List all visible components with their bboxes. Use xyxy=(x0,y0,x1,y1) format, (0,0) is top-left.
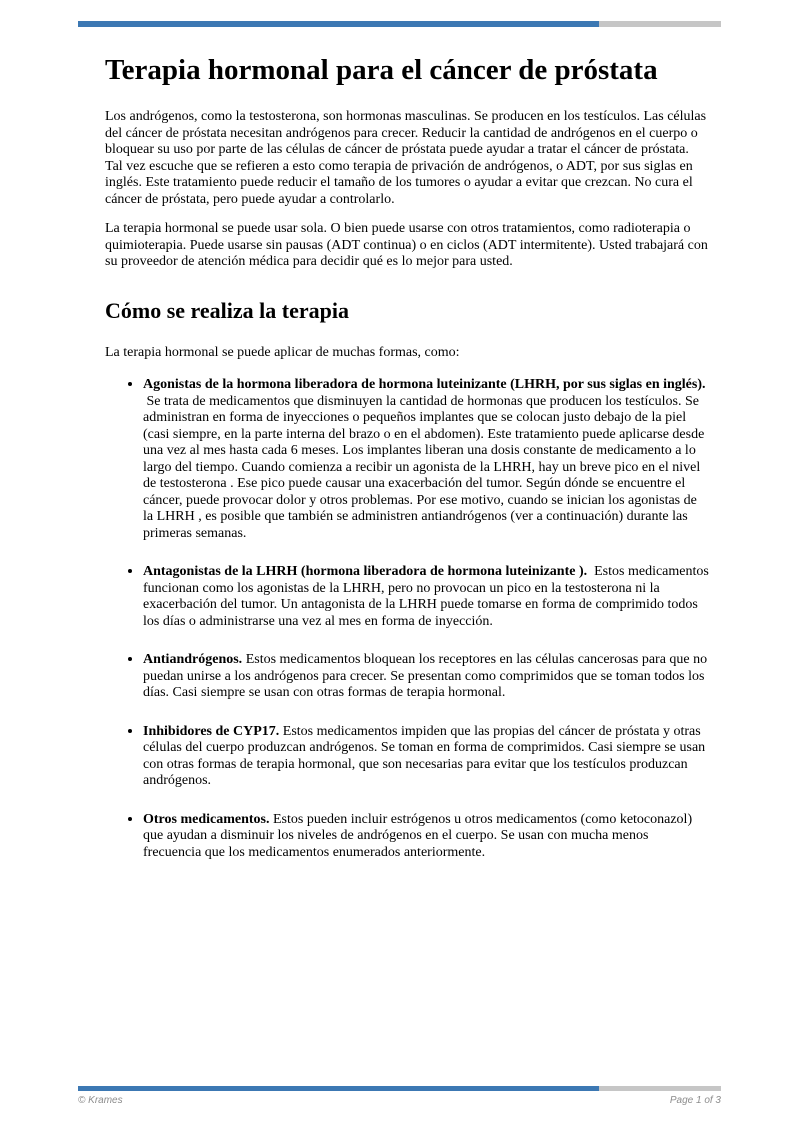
bullet-lead: Antagonistas de la LHRH (hormona liberadora de hormona luteinizante ). xyxy=(143,564,588,579)
footer-row xyxy=(78,1095,721,1106)
list-item-antiandrogens xyxy=(143,651,709,702)
bullet-text: Estos medicamentos funcionan como los agonistas de la LHRH, pero no provocan un pico en la testosterona ni la exacerbación del tumor. Un antagonista de la LHRH puede tomarse en forma de comprimido todos los días o administrarse una vez al mes en forma de inyección. xyxy=(143,564,709,629)
footer-accent-bar-blue xyxy=(78,1086,599,1091)
document-body xyxy=(105,52,709,882)
intro-paragraph-1: Los andrógenos, como la testosterona, son hormonas masculinas. Se producen en los testículos. Las células del cáncer de próstata necesitan andrógenos para crecer. Reducir la cantidad de andrógenos en el cuerpo o bloquear su uso por parte de las células de cáncer de próstata puede ayudar a tratar el cáncer de próstata. Tal vez escuche que se refieren a esto como terapia de privación de andrógenos, o ADT, por sus siglas en inglés. Este tratamiento puede reducir el tamaño de los tumores o ayudar a evitar que crezcan. No cura el cáncer de próstata, pero puede ayudar a controlarlo. xyxy=(105,109,707,207)
bullet-text: Estos pueden incluir estrógenos u otros medicamentos (como ketoconazol) que ayudan a disminuir los niveles de andrógenos en el cuerpo. Se usan con mucha menos frecuencia que los medicamentos enumerados anteriormente. xyxy=(143,811,693,860)
treatment-list xyxy=(105,376,709,861)
copyright-text: © Krames xyxy=(78,1095,123,1106)
footer-accent-bar-gray xyxy=(599,1086,721,1091)
list-intro: La terapia hormonal se puede aplicar de muchas formas, como: xyxy=(105,344,460,360)
list-item-other-medications xyxy=(143,811,709,862)
list-item-lhrh-agonists xyxy=(143,376,709,542)
list-item-cyp17-inhibitors xyxy=(143,723,709,790)
section-heading: Cómo se realiza la terapia xyxy=(105,297,349,323)
bullet-text: Estos medicamentos bloquean los receptores en las células cancerosas para que no puedan unirse a los andrógenos para crecer. Se presentan como comprimidos que se toman todos los días. Casi siempre se usan con otras formas de terapia hormonal. xyxy=(143,652,708,700)
footer-accent-bar xyxy=(78,1086,721,1091)
header-accent-bar xyxy=(78,21,721,27)
header-accent-bar-gray xyxy=(599,21,721,27)
bullet-text: Se trata de medicamentos que disminuyen la cantidad de hormonas que producen los testículos. Se administran en forma de inyecciones o pequeños implantes que se colocan justo debajo de la piel (casi siempre, en la parte interna del brazo o en el abdomen). Este tratamiento puede aplicarse desde una vez al mes hasta cada 6 meses. Los implantes liberan una dosis constante de medicamento a lo largo del tiempo. Cuando comienza a recibir un agonista de la LHRH, hay un breve pico en el nivel de testosterona . Ese pico puede causar una exacerbación del tumor. Según dónde se encuentre el cáncer, puede provocar dolor y otros problemas. Por ese motivo, cuando se inician los agonistas de la LHRH , es posible que también se administren antiandrógenos (ver a continuación) durante las primeras semanas. xyxy=(143,393,705,541)
bullet-text: Estos medicamentos impiden que las propias del cáncer de próstata y otras células del cuerpo produzcan andrógenos. Se toman en forma de comprimidos. Casi siempre se usan con otras formas de terapia hormonal, que son necesarias para evitar que los testículos produzcan andrógenos. xyxy=(143,723,706,788)
header-accent-bar-blue xyxy=(78,21,599,27)
list-item-lhrh-antagonists xyxy=(143,563,709,630)
intro-paragraph-2: La terapia hormonal se puede usar sola. O bien puede usarse con otros tratamientos, como radioterapia o quimioterapia. Puede usarse sin pausas (ADT continua) o en ciclos (ADT intermitente). Usted trabajará con su proveedor de atención médica para decidir qué es lo mejor para usted. xyxy=(105,221,708,269)
bullet-lead: Agonistas de la hormona liberadora de hormona luteinizante (LHRH, por sus siglas en inglés). xyxy=(143,377,706,392)
bullet-lead: Inhibidores de CYP17. xyxy=(143,723,280,739)
page-number: Page 1 of 3 xyxy=(669,1095,721,1106)
bullet-lead: Otros medicamentos. xyxy=(143,811,270,827)
page-title: Terapia hormonal para el cáncer de próstata xyxy=(105,54,658,86)
bullet-lead: Antiandrógenos. xyxy=(143,652,243,667)
